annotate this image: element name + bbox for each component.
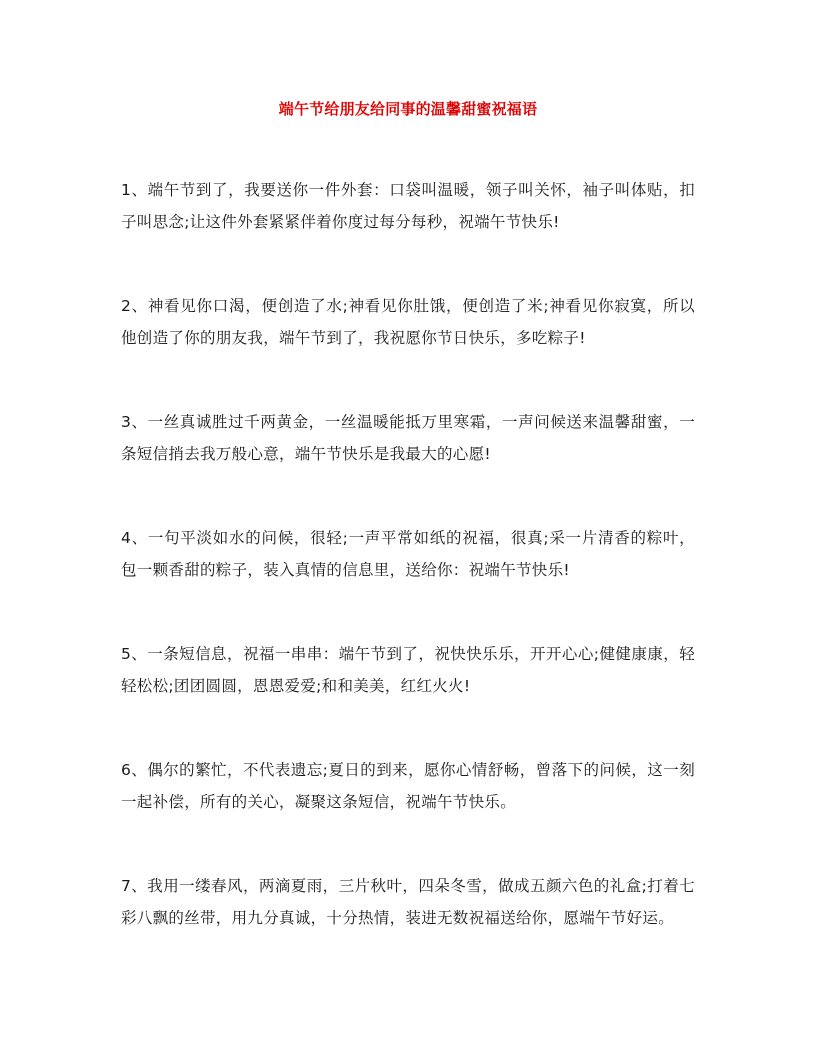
paragraph-1: 1、端午节到了，我要送你一件外套：口袋叫温暖，领子叫关怀，袖子叫体贴，扣子叫思念;让这件外套紧紧伴着你度过每分每秒，祝端午节快乐! [121,181,695,231]
paragraph-7: 7、我用一缕春风，两滴夏雨，三片秋叶，四朵冬雪，做成五颜六色的礼盒;打着七彩八飘的丝带，用九分真诚，十分热情，装进无数祝福送给你，愿端午节好运。 [121,877,695,927]
paragraph-5: 5、一条短信息，祝福一串串：端午节到了，祝快快乐乐，开开心心;健健康康，轻轻松松;团团圆圆，恩恩爱爱;和和美美，红红火火! [121,645,695,695]
paragraph-4: 4、一句平淡如水的问候，很轻;一声平常如纸的祝福，很真;采一片清香的粽叶，包一颗香甜的粽子，装入真情的信息里，送给你：祝端午节快乐! [121,529,695,579]
document-title: 端午节给朋友给同事的温馨甜蜜祝福语 [278,100,538,118]
paragraph-3: 3、一丝真诚胜过千两黄金，一丝温暖能抵万里寒霜，一声问候送来温馨甜蜜，一条短信捎去我万般心意，端午节快乐是我最大的心愿! [121,413,695,463]
paragraph-2: 2、神看见你口渴，便创造了水;神看见你肚饿，便创造了米;神看见你寂寞，所以他创造了你的朋友我，端午节到了，我祝愿你节日快乐，多吃粽子! [121,297,695,347]
paragraph-6: 6、偶尔的繁忙，不代表遗忘;夏日的到来，愿你心情舒畅，曾落下的问候，这一刻一起补偿，所有的关心，凝聚这条短信，祝端午节快乐。 [121,761,695,811]
